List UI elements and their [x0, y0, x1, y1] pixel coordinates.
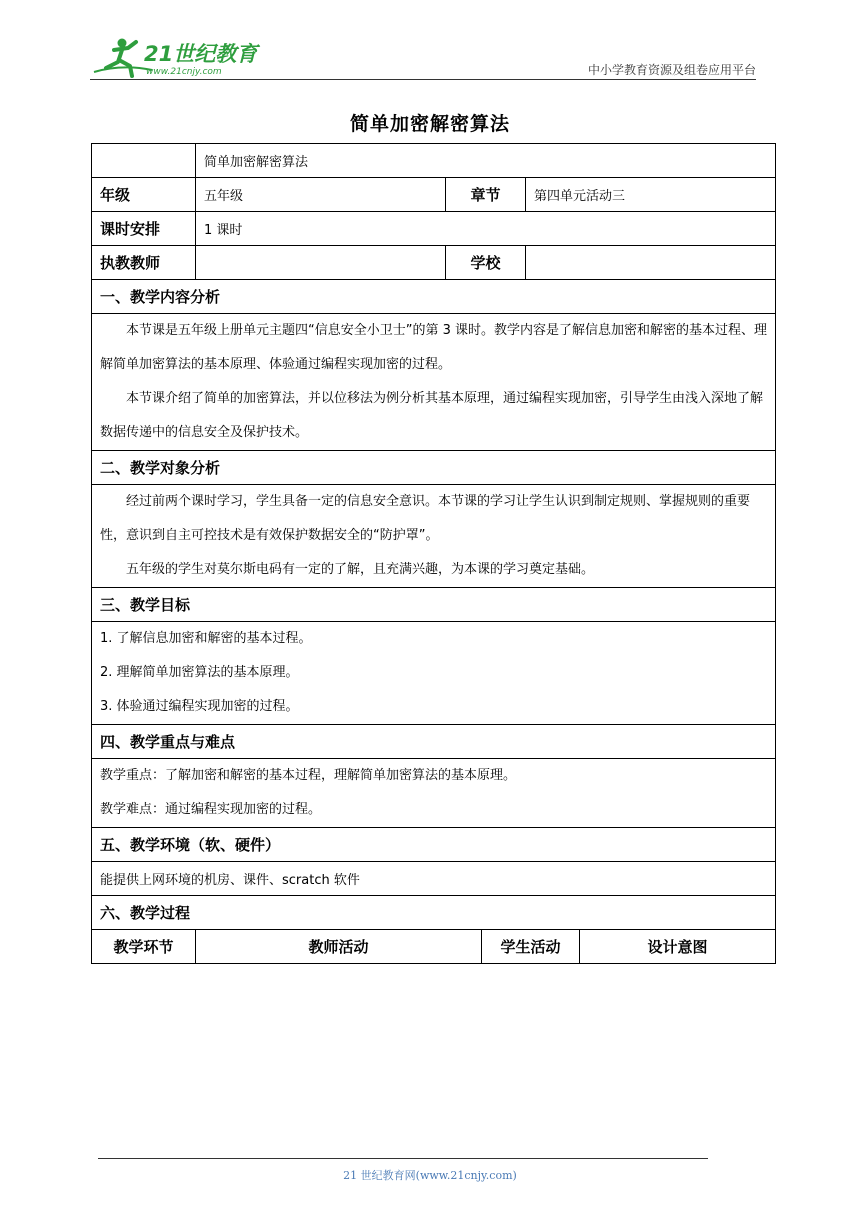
key-point: 教学重点：了解加密和解密的基本过程，理解简单加密算法的基本原理。: [100, 768, 517, 783]
section-content-analysis-header: [92, 280, 776, 314]
objective-item: 1. 了解信息加密和解密的基本过程。: [100, 631, 312, 646]
chapter-value: 第四单元活动三: [526, 178, 776, 212]
document-title: 简单加密解密算法: [349, 113, 510, 135]
grade-value: 五年级: [196, 178, 446, 212]
environment-text: 能提供上网环境的机房、课件、scratch 软件: [92, 862, 776, 896]
process-columns-row: [92, 930, 776, 964]
column-header: 教师活动: [196, 930, 482, 964]
column-header: 教学环节: [92, 930, 196, 964]
objective-item: 3. 体验通过编程实现加密的过程。: [100, 699, 299, 714]
grade-label: 年级: [92, 178, 196, 212]
logo-text: 21世纪教育: [144, 42, 258, 66]
lesson-plan-table: [91, 143, 776, 964]
paragraph: 本节课介绍了简单的加密算法，并以位移法为例分析其基本原理，通过编程实现加密，引导学生由浅入深地了解数据传递中的信息安全及保护技术。: [100, 391, 764, 440]
school-label: 学校: [446, 246, 526, 280]
section-title: 一、教学内容分析: [92, 280, 776, 314]
logo-url: www.21cnjy.com: [146, 67, 222, 77]
section-objectives-body: [92, 622, 776, 725]
section-title: 四、教学重点与难点: [92, 725, 776, 759]
section-student-analysis-header: [92, 451, 776, 485]
teacher-row: [92, 246, 776, 280]
section-process-header: [92, 896, 776, 930]
column-header: 设计意图: [580, 930, 776, 964]
hours-label: 课时安排: [92, 212, 196, 246]
grade-row: [92, 178, 776, 212]
hours-value: 1 课时: [196, 212, 776, 246]
site-logo: [92, 34, 262, 80]
footer-divider: [98, 1158, 708, 1159]
header-divider: [90, 79, 756, 80]
paragraph: 五年级的学生对莫尔斯电码有一定的了解，且充满兴趣，为本课的学习奠定基础。: [126, 562, 595, 577]
section-student-analysis-body: [92, 485, 776, 588]
teacher-value: [196, 246, 446, 280]
section-key-points-body: [92, 759, 776, 828]
topic-value: 简单加密解密算法: [196, 144, 776, 178]
section-title: 二、教学对象分析: [92, 451, 776, 485]
section-environment-header: [92, 828, 776, 862]
topic-row: [92, 144, 776, 178]
hours-row: [92, 212, 776, 246]
section-content-analysis-body: [92, 314, 776, 451]
objective-item: 2. 理解简单加密算法的基本原理。: [100, 665, 299, 680]
footer-text: 21 世纪教育网(www.21cnjy.com): [343, 1169, 517, 1182]
school-value: [526, 246, 776, 280]
section-key-points-header: [92, 725, 776, 759]
teacher-label: 执教教师: [92, 246, 196, 280]
paragraph: 本节课是五年级上册单元主题四“信息安全小卫士”的第 3 课时。教学内容是了解信息加密和解密的基本过程、理解简单加密算法的基本原理、体验通过编程实现加密的过程。: [100, 323, 768, 372]
section-title: 五、教学环境（软、硬件）: [92, 828, 776, 862]
section-title: 六、教学过程: [92, 896, 776, 930]
paragraph: 经过前两个课时学习，学生具备一定的信息安全意识。本节课的学习让学生认识到制定规则、掌握规则的重要性，意识到自主可控技术是有效保护数据安全的“防护罩”。: [100, 494, 751, 543]
topic-label-cell: [92, 144, 196, 178]
section-title: 三、教学目标: [92, 588, 776, 622]
section-environment-body: [92, 862, 776, 896]
platform-name: 中小学教育资源及组卷应用平台: [587, 63, 756, 77]
difficulty-point: 教学难点：通过编程实现加密的过程。: [100, 802, 322, 817]
column-header: 学生活动: [482, 930, 580, 964]
section-objectives-header: [92, 588, 776, 622]
chapter-label: 章节: [446, 178, 526, 212]
